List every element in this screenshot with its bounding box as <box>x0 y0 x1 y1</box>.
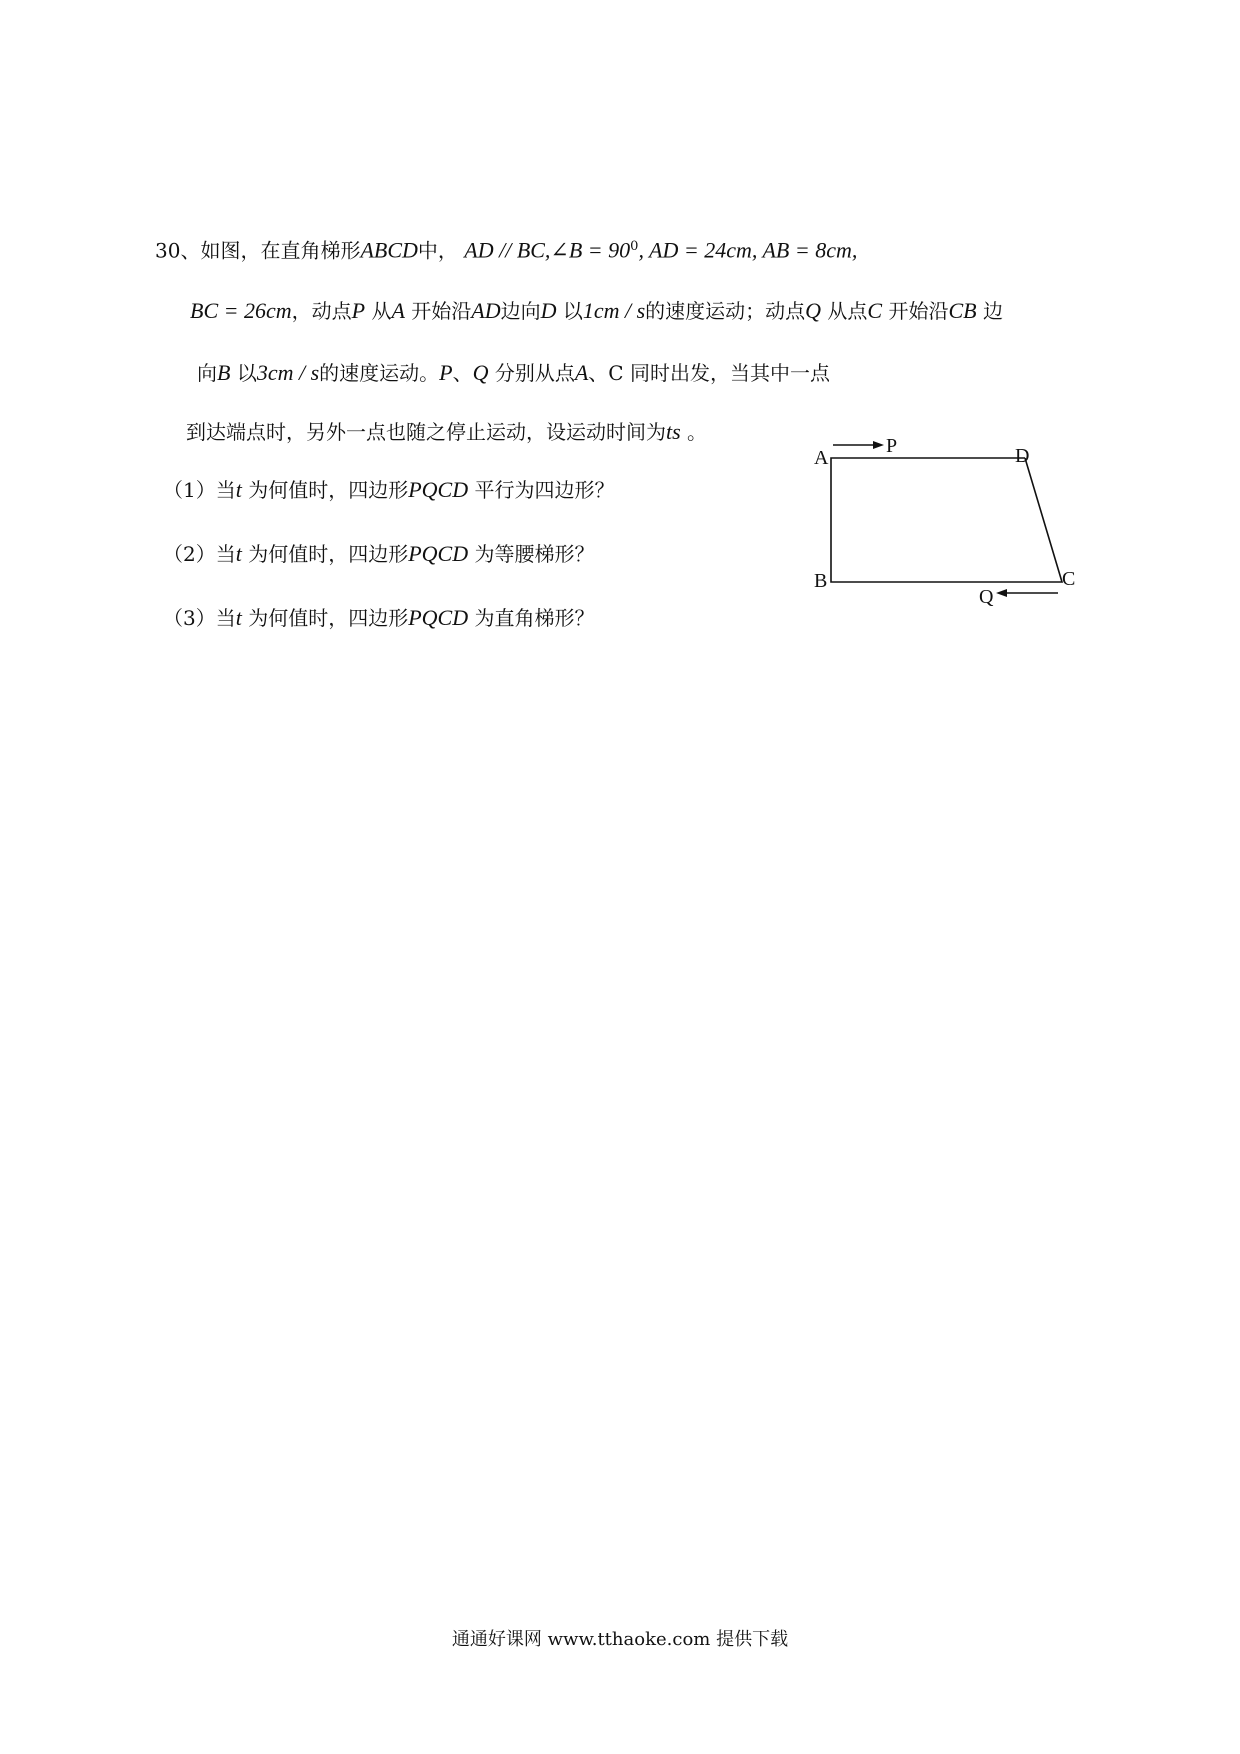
question-2: （2）当t 为何值时，四边形PQCD 为等腰梯形？ <box>163 541 595 566</box>
problem-number: 30、 <box>155 238 201 263</box>
problem-line-3: 向B 以3cm / s的速度运动。P、Q 分别从点A、C 同时出发，当其中一点 <box>197 360 830 385</box>
trapezoid-outline <box>831 458 1062 582</box>
point-label-q: Q <box>979 586 994 608</box>
trapezoid-figure <box>800 425 1100 620</box>
question-3: （3）当t 为何值时，四边形PQCD 为直角梯形？ <box>163 605 595 630</box>
problem-line-1: 30、如图，在直角梯形ABCD中， AD // BC,∠B = $90^0$, AD = 24cm, AB = 8cm, <box>155 237 858 263</box>
vertex-label-d: D <box>1015 445 1030 467</box>
vertex-label-a: A <box>814 447 829 469</box>
point-label-p: P <box>886 435 898 457</box>
problem-line-2: BC = 26cm，动点P 从A 开始沿AD边向D 以1cm / s的速度运动；动点Q 从点C 开始沿CB 边 <box>190 298 1003 323</box>
page-footer: 通通好课网 www.tthaoke.com 提供下载 <box>451 1629 789 1650</box>
problem-line-4: 到达端点时，另外一点也随之停止运动，设运动时间为ts 。 <box>186 419 708 444</box>
question-1: （1）当t 为何值时，四边形PQCD 平行为四边形？ <box>163 477 615 502</box>
arrow-p-head <box>873 441 884 449</box>
vertex-label-b: B <box>814 570 828 592</box>
arrow-q-head <box>996 589 1007 597</box>
vertex-label-c: C <box>1062 568 1076 590</box>
